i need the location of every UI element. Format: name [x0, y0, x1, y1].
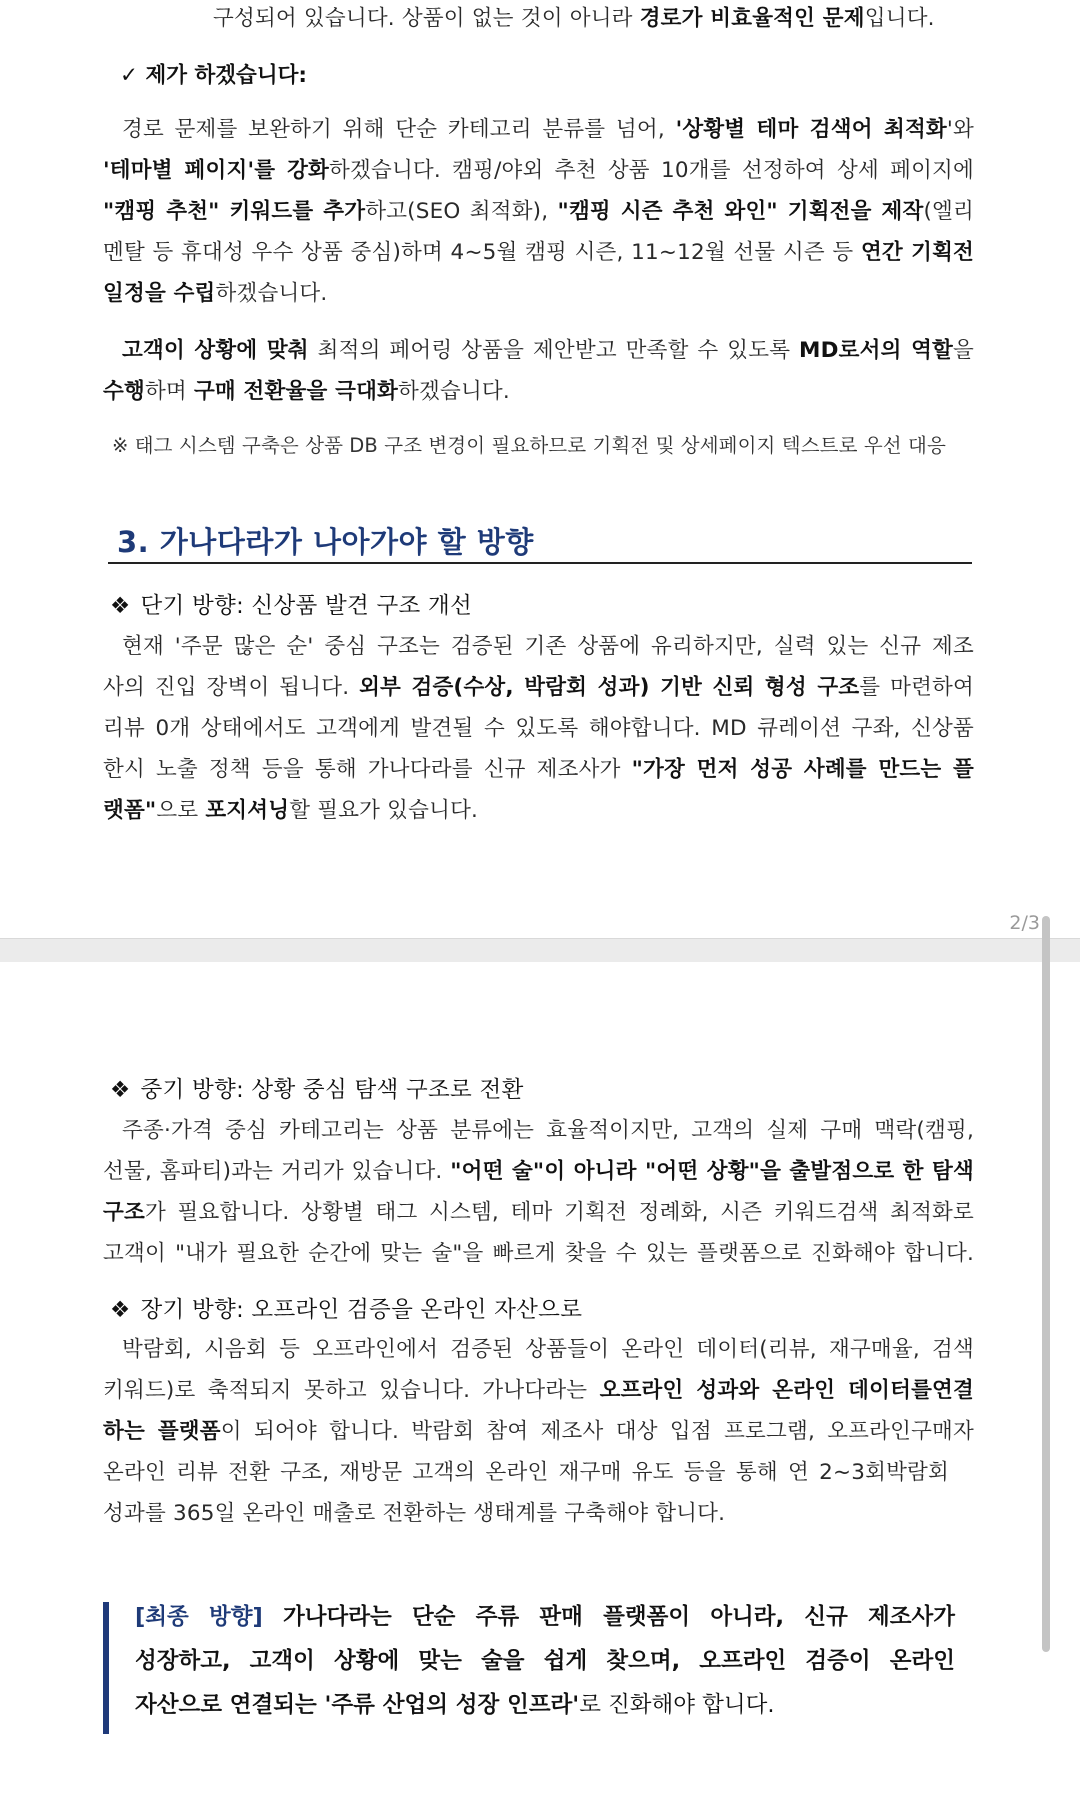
paragraph-line: [103, 238, 974, 268]
text-run: 하며: [144, 379, 194, 404]
mid-term-heading: [110, 1072, 524, 1104]
paragraph-line: [122, 115, 974, 145]
paragraph-line: [103, 714, 974, 744]
text-run: 하고(SEO 최적화),: [365, 199, 558, 224]
paragraph-line: [103, 1157, 974, 1187]
paragraph-line: [103, 755, 974, 785]
bold-run: 구조: [103, 1200, 145, 1225]
bold-run: 하는 플랫폼: [103, 1419, 221, 1444]
paragraph-line: [103, 673, 974, 703]
bold-run: 경로가 비효율적인 문제: [639, 6, 865, 31]
paragraph-line: [103, 1376, 974, 1406]
paragraph-line: [103, 796, 478, 826]
paragraph-line: [103, 1239, 974, 1269]
paragraph-line: [103, 1198, 974, 1228]
callout-line: [135, 1602, 955, 1632]
text-run: 을: [953, 338, 975, 363]
bold-run: "어떤 술"이 아니라 "어떤 상황"을 출발점으로 한 탐색: [450, 1159, 974, 1184]
paragraph-line: [103, 156, 974, 186]
text-run: 이 되어야 합니다. 박람회 참여 제조사 대상 입점 프로그램, 오프라인구매자: [220, 1419, 974, 1444]
footnote: ※ 태그 시스템 구축은 상품 DB 구조 변경이 필요하므로 기획전 및 상세페이지 텍스트로 우선 대응: [112, 434, 946, 457]
bold-run: 오프라인 성과와 온라인 데이터를연결: [599, 1378, 974, 1403]
paragraph-line: [122, 1116, 974, 1146]
text-run: 현재 '주문 많은 순' 중심 구조는 검증된 기존 상품에 유리하지만, 실력 있는 신규 제조: [122, 634, 974, 659]
callout-line: [135, 1690, 955, 1720]
paragraph-line: [103, 279, 327, 309]
section-divider: [108, 562, 972, 564]
paragraph-line: [103, 197, 974, 227]
text-run: '와: [946, 117, 974, 142]
text-run: 온라인 리뷰 전환 구조, 재방문 고객의 온라인 재구매 유도 등을 통해 연 2~3회박람회: [103, 1460, 949, 1485]
bold-run: '상황별 테마 검색어 최적화: [675, 117, 947, 142]
paragraph-line: [103, 1417, 974, 1447]
text-run: 구성되어 있습니다. 상품이 없는 것이 아니라: [213, 6, 640, 31]
heading-text: 장기 방향: 오프라인 검증을 온라인 자산으로: [140, 1297, 583, 1323]
page-indicator: 2/3: [1009, 912, 1040, 934]
check-heading: ✓ 제가 하겠습니다:: [120, 63, 307, 88]
paragraph-line: [122, 1335, 974, 1365]
bold-run: 자산으로 연결되는 '주류 산업의 성장 인프라': [135, 1692, 580, 1718]
paragraph-line: [103, 1499, 725, 1529]
text-run: 사의 진입 장벽이 됩니다.: [103, 675, 360, 700]
text-run: 로 진화해야 합니다.: [579, 1692, 775, 1718]
text-run: 입니다.: [864, 6, 935, 31]
bold-run: 고객이 상황에 맞춰: [122, 338, 309, 363]
bold-run: "캠핑 추천" 키워드를 추가: [103, 199, 366, 224]
text-run: 경로 문제를 보완하기 위해 단순 카테고리 분류를 넘어,: [122, 117, 676, 142]
paragraph-line: [122, 632, 974, 662]
heading-text: 단기 방향: 신상품 발견 구조 개선: [140, 593, 473, 619]
short-term-heading: [110, 588, 472, 620]
text-run: 하겠습니다. 캠핑/야외 추천 상품 10개를 선정하여 상세 페이지에: [329, 158, 974, 183]
text-run: 주종·가격 중심 카테고리는 상품 분류에는 효율적이지만, 고객의 실제 구매 맥락(캠핑,: [122, 1118, 974, 1143]
bold-run: 포지셔닝: [205, 798, 290, 823]
diamond-bullet-icon: ❖: [110, 1297, 131, 1323]
bold-run: "캠핑 시즌 추천 와인" 기획전을 제작: [557, 199, 924, 224]
bold-run: 가나다라는 단순 주류 판매 플랫폼이 아니라, 신규 제조사가: [262, 1604, 955, 1630]
bold-run: '테마별 페이지'를 강화: [103, 158, 330, 183]
diamond-bullet-icon: ❖: [110, 1077, 131, 1103]
text-run: 한시 노출 정책 등을 통해 가나다라를 신규 제조사가: [103, 757, 632, 782]
vertical-scrollbar[interactable]: [1042, 916, 1050, 1652]
text-run: 가 필요합니다. 상황별 태그 시스템, 테마 기획전 정례화, 시즌 키워드검색 최적화로: [144, 1200, 974, 1225]
paragraph-line: [103, 377, 510, 407]
callout-label: [최종 방향]: [135, 1604, 263, 1630]
final-direction-callout: [103, 1602, 989, 1734]
text-run: 리뷰 0개 상태에서도 고객에게 발견될 수 있도록 해야합니다. MD 큐레이션 구좌, 신상품: [103, 716, 974, 741]
bold-run: "가장 먼저 성공 사례를 만드는 플: [631, 757, 974, 782]
text-run: 를 마련하여: [859, 675, 974, 700]
text-run: 성과를 365일 온라인 매출로 전환하는 생태계를 구축해야 합니다.: [103, 1501, 726, 1526]
bold-run: 성장하고, 고객이 상황에 맞는 술을 쉽게 찾으며, 오프라인 검증이 온라인: [135, 1648, 955, 1674]
text-run: 멘탈 등 휴대성 우수 상품 중심)하며 4~5월 캠핑 시즌, 11~12월 선물 시즌 등: [103, 240, 861, 265]
bold-run: 수행: [103, 379, 145, 404]
bold-run: 구매 전환율을 극대화: [193, 379, 399, 404]
bold-run: 연간 기획전: [860, 240, 975, 265]
section-title: 3. 가나다라가 나아가야 할 방향: [117, 525, 534, 559]
text-run: 할 필요가 있습니다.: [289, 798, 479, 823]
callout-line: [135, 1646, 955, 1676]
paragraph-line: [103, 1458, 949, 1488]
bold-run: 일정을 수립: [103, 281, 216, 306]
text-run: 선물, 홈파티)과는 거리가 있습니다.: [103, 1159, 451, 1184]
heading-text: 중기 방향: 상황 중심 탐색 구조로 전환: [140, 1077, 524, 1103]
text-run: 최적의 페어링 상품을 제안받고 만족할 수 있도록: [308, 338, 800, 363]
text-run: 하겠습니다.: [215, 281, 328, 306]
text-run: 키워드)로 축적되지 못하고 있습니다. 가나다라는: [103, 1378, 600, 1403]
diamond-bullet-icon: ❖: [110, 593, 131, 619]
bold-run: MD로서의 역할: [799, 338, 954, 363]
long-term-heading: [110, 1292, 582, 1324]
paragraph-line: [213, 4, 935, 34]
page-break: [0, 938, 1080, 964]
paragraph-line: [122, 336, 974, 366]
bold-run: 랫폼": [103, 798, 157, 823]
text-run: 박람회, 시음회 등 오프라인에서 검증된 상품들이 온라인 데이터(리뷰, 재구매율, 검색: [122, 1337, 974, 1362]
text-run: (엘리: [923, 199, 974, 224]
bold-run: 외부 검증(수상, 박람회 성과) 기반 신뢰 형성 구조: [359, 675, 860, 700]
text-run: 하겠습니다.: [398, 379, 510, 404]
text-run: 으로: [156, 798, 206, 823]
text-run: 고객이 "내가 필요한 순간에 맞는 술"을 빠르게 찾을 수 있는 플랫폼으로 진화해야 합니다.: [103, 1241, 974, 1266]
